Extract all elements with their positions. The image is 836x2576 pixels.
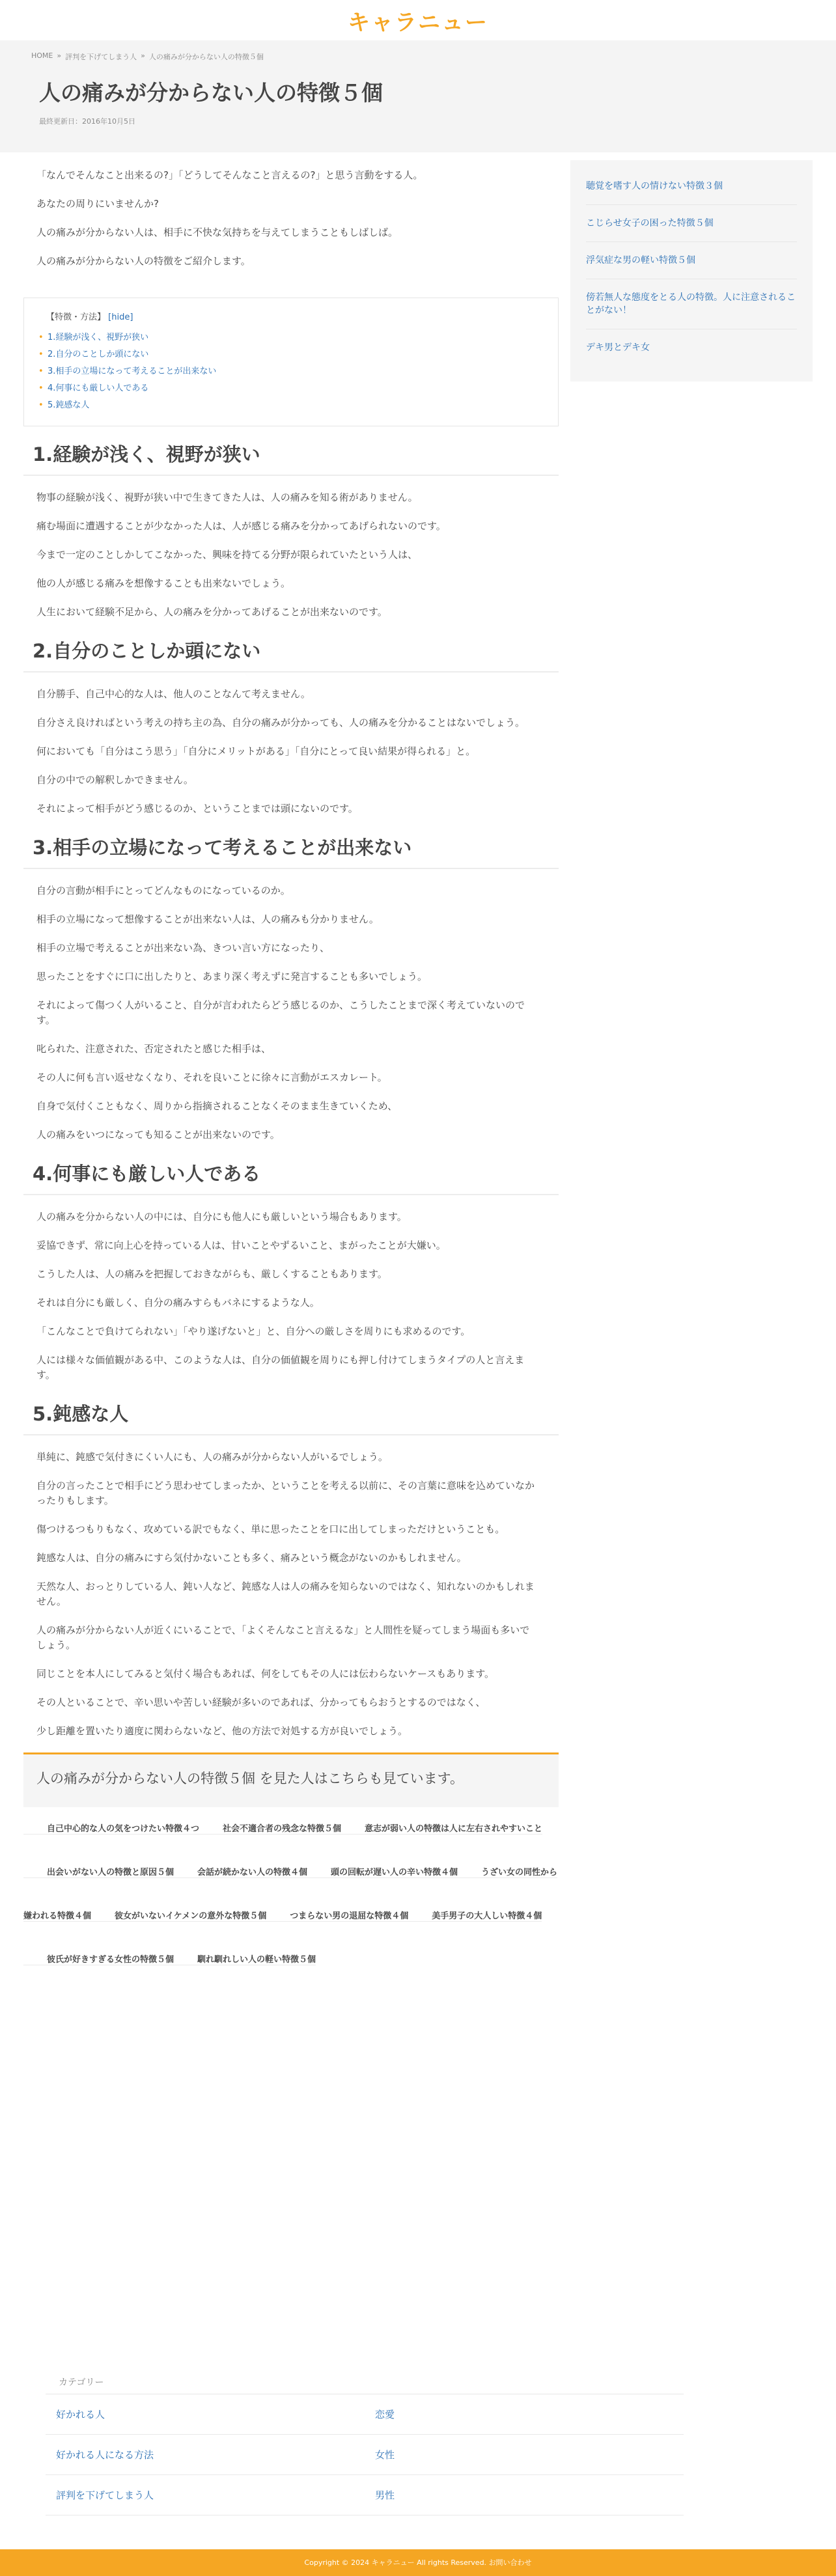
- contact-link[interactable]: お問い合わせ: [488, 2558, 532, 2567]
- related-item[interactable]: 馴れ馴れしい人の軽い特徴５個: [174, 1955, 316, 1965]
- section-paragraph: 鈍感な人は、自分の痛みにすら気付かないことも多く、痛みという概念がないのかもしれません。: [36, 1552, 467, 1564]
- related-heading: 人の痛みが分からない人の特徴５個 を見た人はこちらも見ています。: [23, 1752, 559, 1801]
- article-content: [23, 152, 559, 1982]
- section-paragraph: 天然な人、おっとりしている人、鈍い人など、鈍感な人は人の痛みを知らないのではなく、知れないのかもしれません。: [36, 1581, 535, 1607]
- section-heading: 1.経験が浅く、視野が狭い: [23, 437, 559, 476]
- section-paragraph: 相手の立場で考えることが出来ない為、きつい言い方になったり、: [36, 942, 330, 954]
- section-heading: 5.鈍感な人: [23, 1396, 559, 1435]
- toc-hide-link[interactable]: [hide]: [108, 312, 133, 322]
- toc-item[interactable]: • 1.経験が浅く、視野が狭い: [37, 329, 545, 346]
- section-paragraph: 自分勝手、自己中心的な人は、他人のことなんて考えません。: [36, 688, 311, 700]
- breadcrumb-separator: »: [57, 51, 62, 60]
- section-paragraph: 人生において経験不足から、人の痛みを分かってあげることが出来ないのです。: [36, 606, 387, 618]
- sidebar-link[interactable]: 聴覚を嗜す人の情けない特徴３個: [586, 168, 797, 205]
- breadcrumb: [31, 51, 813, 62]
- intro-paragraph: あなたの周りにいませんか?: [36, 198, 159, 210]
- section-paragraph: 傷つけるつもりもなく、攻めている訳でもなく、単に思ったことを口に出してしまっただけということも。: [36, 1523, 505, 1535]
- category-link[interactable]: 恋愛: [365, 2394, 684, 2435]
- section-heading: 3.相手の立場になって考えることが出来ない: [23, 830, 559, 869]
- article-section: [23, 437, 559, 620]
- site-header: [0, 0, 836, 40]
- breadcrumb-home[interactable]: HOME: [31, 51, 53, 60]
- article-sections: [23, 437, 559, 1739]
- page-title: 人の痛みが分からない人の特徴５個: [39, 80, 383, 105]
- section-paragraph: 妥協できず、常に向上心を持っている人は、甘いことやずるいこと、まがったことが大嫌い。: [36, 1240, 446, 1251]
- toc-title: 【特徴・方法】: [46, 312, 106, 322]
- category-link[interactable]: 好かれる人になる方法: [46, 2435, 365, 2475]
- category-grid: [46, 2394, 684, 2515]
- section-paragraph: 自分さえ良ければという考えの持ち主の為、自分の痛みが分かっても、人の痛みを分かることはないでしょう。: [36, 717, 525, 728]
- article-section: [23, 633, 559, 816]
- toc-item[interactable]: • 4.何事にも厳しい人である: [37, 380, 545, 397]
- intro-paragraph: 「なんでそんなこと出来るの?」「どうしてそんなこと言えるの?」と思う言動をする人。: [36, 169, 423, 181]
- related-item[interactable]: 自己中心的な人の気をつけたい特徴４つ: [23, 1824, 199, 1835]
- related-item[interactable]: 社会不適合者の残念な特徴５個: [199, 1824, 341, 1835]
- section-paragraph: 何においても「自分はこう思う」「自分にメリットがある」「自分にとって良い結果が得られる」と。: [36, 745, 476, 757]
- sidebar-link[interactable]: こじらせ女子の困った特徴５個: [586, 205, 797, 242]
- section-paragraph: 自身で気付くこともなく、周りから指摘されることなくそのまま生きていくため、: [36, 1100, 398, 1112]
- category-link[interactable]: 男性: [365, 2475, 684, 2515]
- toc-heading: [37, 310, 545, 322]
- section-paragraph: こうした人は、人の痛みを把握しておきながらも、厳しくすることもあります。: [36, 1268, 387, 1280]
- category-link[interactable]: 評判を下げてしまう人: [46, 2475, 365, 2515]
- section-paragraph: その人に何も言い返せなくなり、それを良いことに徐々に言動がエスカレート。: [36, 1072, 387, 1083]
- related-item[interactable]: 出会いがない人の特徴と原因５個: [23, 1868, 174, 1878]
- site-footer: [0, 2549, 836, 2576]
- article-section: [23, 830, 559, 1143]
- related-item[interactable]: 彼女がいないイケメンの意外な特徴５個: [91, 1911, 266, 1922]
- related-item[interactable]: つまらない男の退屈な特徴４個: [266, 1911, 408, 1922]
- section-paragraph: 痛む場面に遭遇することが少なかった人は、人が感じる痛みを分かってあげられないのです。: [36, 520, 446, 532]
- section-paragraph: 人の痛みをいつになっても知ることが出来ないのです。: [36, 1129, 280, 1141]
- section-paragraph: 人には様々な価値観がある中、このような人は、自分の価値観を周りにも押し付けてしまうタイプの人と言えます。: [36, 1354, 525, 1381]
- breadcrumb-separator: »: [141, 51, 145, 60]
- section-paragraph: 叱られた、注意された、否定されたと感じた相手は、: [36, 1043, 272, 1055]
- article-section: [23, 1396, 559, 1739]
- site-logo[interactable]: キャラニュー: [348, 9, 488, 36]
- related-item[interactable]: 頭の回転が遅い人の辛い特徴４個: [307, 1868, 458, 1878]
- section-paragraph: その人といることで、辛い思いや苦しい経験が多いのであれば、分かってもらおうとするのではなく、: [36, 1697, 486, 1708]
- category-section: [46, 2371, 684, 2515]
- section-paragraph: 少し距離を置いたり適度に関わらないなど、他の方法で対処する方が良いでしょう。: [36, 1725, 408, 1737]
- section-paragraph: 相手の立場になって想像することが出来ない人は、人の痛みも分かりません。: [36, 913, 379, 925]
- breadcrumb-category[interactable]: 評判を下げてしまう人: [65, 53, 137, 61]
- section-heading: 2.自分のことしか頭にない: [23, 633, 559, 672]
- section-paragraph: 今まで一定のことしかしてこなかった、興味を持てる分野が限られていたという人は、: [36, 549, 418, 561]
- updated-date: 最終更新日：2016年10月5日: [39, 117, 135, 126]
- section-paragraph: 自分の中での解釈しかできません。: [36, 774, 193, 786]
- section-paragraph: 同じことを本人にしてみると気付く場合もあれば、何をしてもその人には伝わらないケースもあります。: [36, 1668, 495, 1680]
- sidebar-link[interactable]: デキ男とデキ女: [586, 342, 650, 353]
- category-link[interactable]: 好かれる人: [46, 2394, 365, 2435]
- breadcrumb-current: 人の痛みが分からない人の特徴５個: [148, 53, 264, 61]
- related-item[interactable]: うざい女の同性から嫌われる特徴４個: [23, 1868, 558, 1921]
- section-paragraph: 自分の言動が相手にとってどんなものになっているのか。: [36, 885, 290, 896]
- section-paragraph: 人の痛みを分からない人の中には、自分にも他人にも厳しいという場合もあります。: [36, 1211, 407, 1223]
- related-item[interactable]: 彼氏が好きすぎる女性の特徴５個: [23, 1955, 174, 1965]
- copyright: Copyright © 2024 キャラニュー All rights Reserved.: [304, 2558, 487, 2567]
- category-link[interactable]: 女性: [365, 2435, 684, 2475]
- section-paragraph: 物事の経験が浅く、視野が狭い中で生きてきた人は、人の痛みを知る術がありません。: [36, 492, 418, 503]
- section-paragraph: 思ったことをすぐに口に出したりと、あまり深く考えずに発言することも多いでしょう。: [36, 971, 428, 982]
- toc-list: [37, 329, 545, 414]
- intro-paragraph: 人の痛みが分からない人の特徴をご紹介します。: [36, 255, 251, 267]
- section-paragraph: 人の痛みが分からない人が近くにいることで、「よくそんなこと言えるな」と人間性を疑ってしまう場面も多いでしょう。: [36, 1624, 530, 1651]
- section-heading: 4.何事にも厳しい人である: [23, 1156, 559, 1195]
- section-paragraph: 他の人が感じる痛みを想像することも出来ないでしょう。: [36, 577, 291, 589]
- category-heading: カテゴリー: [46, 2371, 684, 2394]
- sidebar-link[interactable]: 傍若無人な態度をとる人の特徴。人に注意されることがない！: [586, 279, 797, 329]
- section-paragraph: それは自分にも厳しく、自分の痛みすらもバネにするような人。: [36, 1297, 320, 1309]
- section-paragraph: それによって相手がどう感じるのか、ということまでは頭にないのです。: [36, 803, 358, 814]
- related-articles: [23, 1752, 559, 1982]
- title-band: [0, 40, 836, 152]
- intro-paragraph: 人の痛みが分からない人は、相手に不快な気持ちを与えてしまうこともしばしば。: [36, 227, 398, 238]
- article-intro: [23, 152, 559, 269]
- article-section: [23, 1156, 559, 1383]
- table-of-contents: [23, 298, 559, 426]
- sidebar-link[interactable]: 浮気症な男の軽い特徴５個: [586, 242, 797, 279]
- related-item[interactable]: 意志が弱い人の特徴は人に左右されやすいこと: [341, 1824, 542, 1835]
- sidebar: [570, 160, 813, 381]
- section-paragraph: 単純に、鈍感で気付きにくい人にも、人の痛みが分からない人がいるでしょう。: [36, 1451, 388, 1463]
- section-paragraph: それによって傷つく人がいること、自分が言われたらどう感じるのか、こうしたことまで深く考えていないのです。: [36, 999, 525, 1026]
- related-list: [23, 1807, 559, 1982]
- toc-item[interactable]: • 5.鈍感な人: [37, 397, 545, 414]
- related-item[interactable]: 会話が続かない人の特徴４個: [174, 1868, 307, 1878]
- section-paragraph: 自分の言ったことで相手にどう思わせてしまったか、ということを考える以前に、その言葉に意味を込めていなかったりもします。: [36, 1480, 535, 1506]
- toc-item[interactable]: • 2.自分のことしか頭にない: [37, 346, 545, 363]
- toc-item[interactable]: • 3.相手の立場になって考えることが出来ない: [37, 363, 545, 380]
- section-paragraph: 「こんなことで負けてられない」「やり遂げないと」と、自分への厳しさを周りにも求めるのです。: [36, 1325, 471, 1337]
- related-item[interactable]: 美手男子の大人しい特徴４個: [408, 1911, 542, 1922]
